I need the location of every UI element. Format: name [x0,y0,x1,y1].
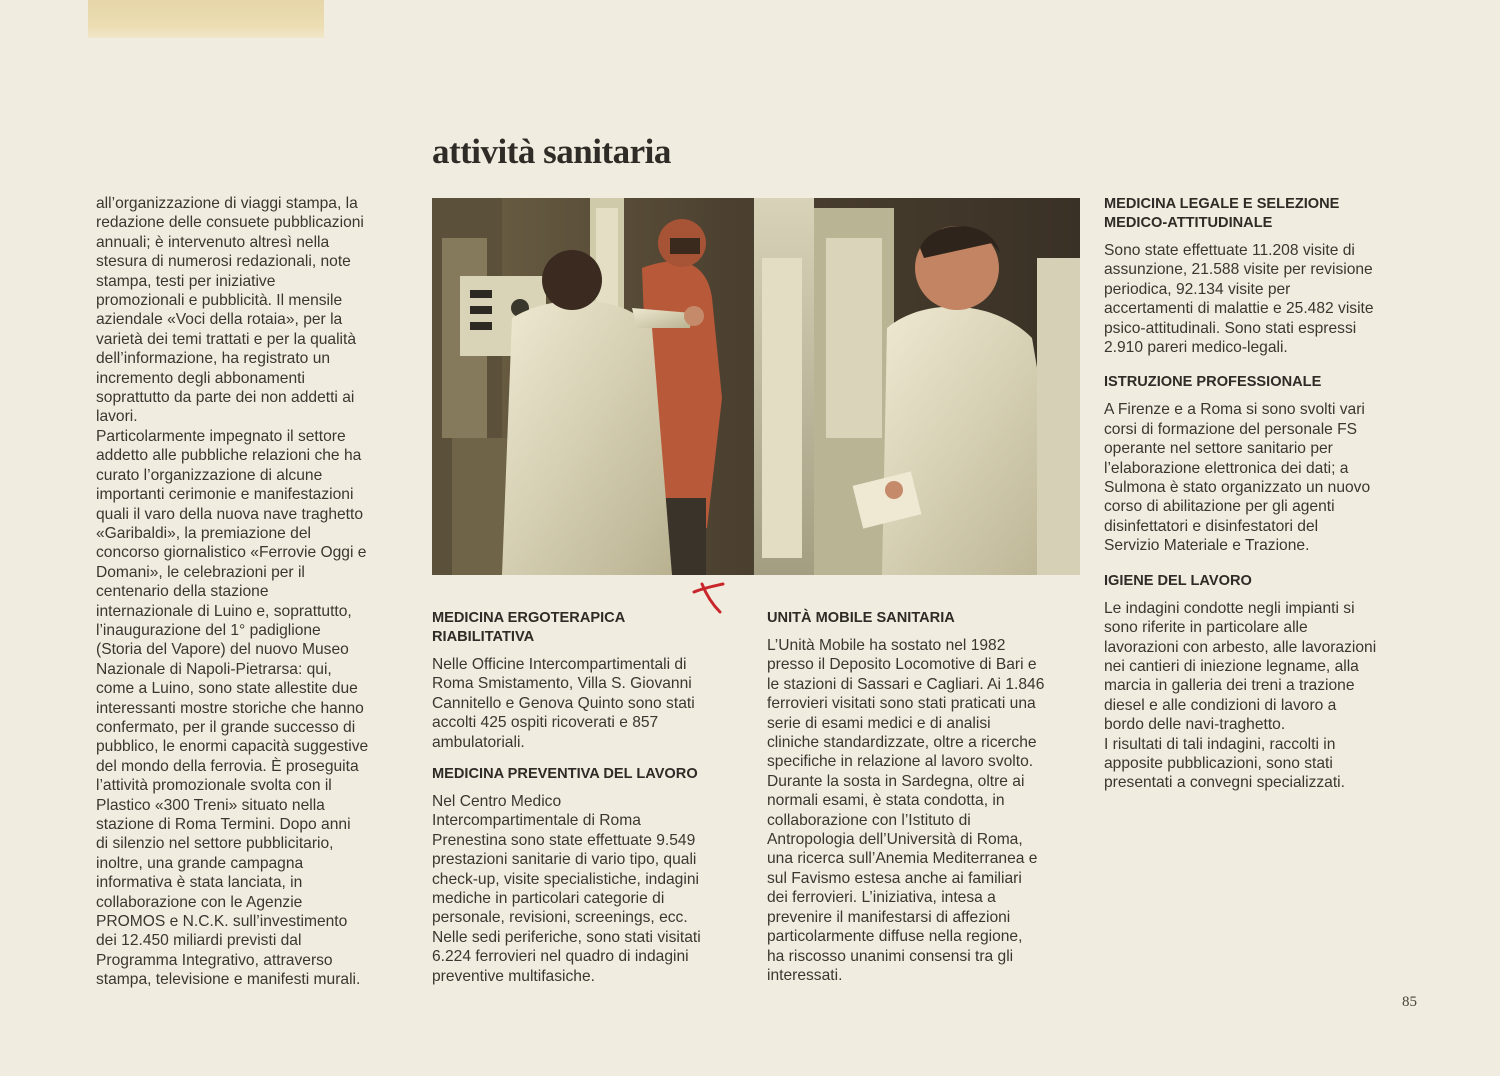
text-line: Nazionale di Napoli-Pietrarsa: qui, [96,660,332,678]
text-line: all’organizzazione di viaggi stampa, la [96,195,358,212]
text-line: annuali; è intervenuto altresì nella [96,233,330,251]
text-line: Prenestina sono state effettuate 9.549 [432,831,696,849]
text-line: sul Favismo estesa anche ai familiari [767,869,1022,887]
text-line: sono riferite in particolare alle [1104,619,1308,637]
text-line: addetto alle pubbliche relazioni che ha [96,447,362,465]
photo-illustration [432,198,1080,575]
text-line: curato l’organizzazione di alcune [96,466,323,484]
text-line: aziendale «Voci della rotaia», per la [96,311,343,329]
text-line: Plastico «300 Treni» situato nella [96,796,325,814]
text-line: stampa, testi per iniziative [96,272,276,290]
text-line: internazionale di Luino e, soprattutto, [96,602,352,620]
text-line: lavorazioni con arbesto, alle lavorazioni [1104,638,1377,656]
section-heading-legale [1104,195,1429,233]
left-column [96,194,396,990]
section-heading-unita-mobile: UNITÀ MOBILE SANITARIA [767,610,955,626]
text-line: le stazioni di Sassari e Cagliari. Ai 1.846 [767,675,1045,693]
text-line: Durante la sosta in Sardegna, oltre ai [767,772,1025,790]
section-heading-preventiva: MEDICINA PREVENTIVA DEL LAVORO [432,766,698,783]
text-line: assunzione, 21.588 visite per revisione [1104,261,1373,279]
second-middle-column [767,609,1085,985]
text-line: importanti cerimonie e manifestazioni [96,486,354,504]
section-body-legale [1104,241,1429,357]
text-line: collaborazione con le Agenzie [96,893,303,911]
text-line: inoltre, una grande campagna [96,854,304,872]
text-line: stazione di Roma Termini. Dopo anni [96,816,351,833]
text-line: dei ferrovieri. L’iniziativa, intesa a [767,889,996,907]
text-line: l’attività promozionale svolta con il [96,777,332,795]
section-body-istruzione [1104,400,1429,555]
text-line: presentati a convegni specializzati. [1104,774,1345,792]
text-line: ambulatoriali. [432,733,525,751]
text-line: (Storia del Vapore) del nuovo Museo [96,641,349,659]
text-line: Le indagini condotte negli impianti si [1104,599,1355,617]
text-line: Nelle sedi periferiche, sono stati visitati [432,928,701,946]
text-line: stampa, televisione e manifesti murali. [96,971,361,989]
text-line: accolti 425 ospiti ricoverati e 857 [432,714,659,732]
text-line: l’elaborazione elettronica dei dati; a [1104,459,1349,477]
text-line: A Firenze e a Roma si sono svolti vari [1104,401,1365,419]
text-line: psico-attitudinali. Sono stati espressi [1104,319,1357,337]
text-line: marcia in galleria dei treni a trazione [1104,677,1355,695]
heading-line: MEDICO-ATTITUDINALE [1104,215,1273,231]
section-body-preventiva [432,792,750,986]
section-heading-istruzione: ISTRUZIONE PROFESSIONALE [1104,374,1322,391]
text-line: Programma Integrativo, attraverso [96,951,333,969]
section-heading-igiene: IGIENE DEL LAVORO [1104,572,1252,589]
text-line: ferrovieri visitati sono stati praticati una [767,695,1036,713]
text-line: 2.910 pareri medico-legali. [1104,339,1288,357]
text-line: l’inaugurazione del 1° padiglione [96,621,321,639]
text-line: mediche in particolari categorie di [432,890,665,908]
text-line: quali il varo della nuova nave traghetto [96,505,364,523]
right-column [1104,195,1429,793]
text-line: normali esami, è stata condotta, in [767,792,1005,810]
page-title: attività sanitaria [432,132,671,171]
section-body-unita-mobile [767,636,1085,985]
text-line: informativa è stata lanciata, in [96,874,303,892]
text-line: Nel Centro Medico [432,793,562,811]
text-line: serie di esami medici e di analisi [767,714,991,732]
text-line: Sono state effettuate 11.208 visite di [1104,242,1355,259]
text-line: Antropologia dell’Università di Roma, [767,831,1023,849]
text-line: confermato, per il grande successo di [96,718,356,736]
text-line: del mondo della ferrovia. È proseguita [96,757,359,775]
text-line: check-up, visite specialistiche, indagini [432,870,699,888]
text-line: Cannitello e Genova Quinto sono stati [432,694,695,712]
text-line: periodica, 92.134 visite per [1104,280,1291,298]
text-line: particolarmente diffuse nella regione, [767,928,1023,946]
text-line: corsi di formazione del personale FS [1104,420,1358,438]
text-line: accertamenti di malattie e 25.482 visite [1104,300,1374,318]
text-line: stesura di numerosi redazionali, note [96,253,351,271]
middle-column [432,609,750,986]
text-line: promozionali e pubblicità. Il mensile [96,292,343,310]
text-line: una ricerca sull’Anemia Mediterranea e [767,850,1038,868]
red-x-mark [690,582,726,616]
text-line: L’Unità Mobile ha sostato nel 1982 [767,637,1006,654]
text-line: interessati. [767,966,843,984]
text-line: come a Luino, sono state allestite due [96,680,358,698]
text-line: interessanti mostre storiche che hanno [96,699,364,717]
text-line: varietà dei temi trattati e per la qualità [96,330,357,348]
text-line: prevenire il manifestarsi di affezioni [767,908,1011,926]
text-line: dell’informazione, ha registrato un [96,350,331,368]
text-line: diesel e alle condizioni di lavoro a [1104,696,1337,714]
page-number: 85 [1402,994,1417,1010]
text-line: redazione delle consuete pubblicazioni [96,214,364,232]
text-line: PROMOS e N.C.K. sull’investimento [96,913,348,931]
text-line: preventive multifasiche. [432,967,595,985]
text-line: disinfettatori e disinfestatori del [1104,517,1319,535]
text-line: lavori. [96,408,138,426]
medical-exam-photo [432,198,1080,575]
text-line: Sulmona è stato organizzato un nuovo [1104,479,1371,497]
text-line: Nelle Officine Intercompartimentali di [432,656,687,673]
text-line: apposite pubblicazioni, sono stati [1104,754,1333,772]
text-line: collaborazione con l’Istituto di [767,811,971,829]
text-line: prestazioni sanitarie di vario tipo, quali [432,851,697,869]
text-line: «Garibaldi», la premiazione del [96,524,311,542]
section-body-igiene [1104,599,1429,793]
text-line: presso il Deposito Locomotive di Bari e [767,656,1037,674]
text-line: concorso giornalistico «Ferrovie Oggi e [96,544,367,562]
text-line: specifiche in relazione al lavoro svolto. [767,753,1034,771]
text-line: incremento degli abbonamenti [96,369,305,387]
text-line: Servizio Materiale e Trazione. [1104,537,1310,555]
text-line: personale, revisioni, screenings, ecc. [432,909,688,927]
text-line: I risultati di tali indagini, raccolti in [1104,735,1336,753]
text-line: nei cantieri di iniezione legname, alla [1104,657,1359,675]
text-line: ha riscosso unanimi consensi tra gli [767,947,1014,965]
text-line: Roma Smistamento, Villa S. Giovanni [432,675,692,693]
text-line: Intercompartimentale di Roma [432,812,641,830]
text-line: cliniche standardizzate, oltre a ricerche [767,734,1037,752]
text-line: di silenzio nel settore pubblicitario, [96,835,334,853]
text-line: pubblico, le enormi capacità suggestive [96,738,369,756]
heading-line: MEDICINA ERGOTERAPICA [432,610,626,626]
text-line: Particolarmente impegnato il settore [96,427,346,445]
text-line: bordo delle navi-traghetto. [1104,716,1286,734]
text-line: Domani», le celebrazioni per il [96,563,305,581]
text-line: operante nel settore sanitario per [1104,440,1333,458]
text-line: centenario della stazione [96,583,269,601]
text-line: dei 12.450 miliardi previsti dal [96,932,302,950]
tape-strip [88,0,324,38]
text-line: corso di abilitazione per gli agenti [1104,498,1335,516]
text-line: 6.224 ferrovieri nel quadro di indagini [432,948,689,966]
section-body-ergoterapica [432,655,750,752]
heading-line: RIABILITATIVA [432,629,535,645]
heading-line: MEDICINA LEGALE E SELEZIONE [1104,196,1340,212]
text-line: soprattutto da parte dei non addetti ai [96,389,355,407]
